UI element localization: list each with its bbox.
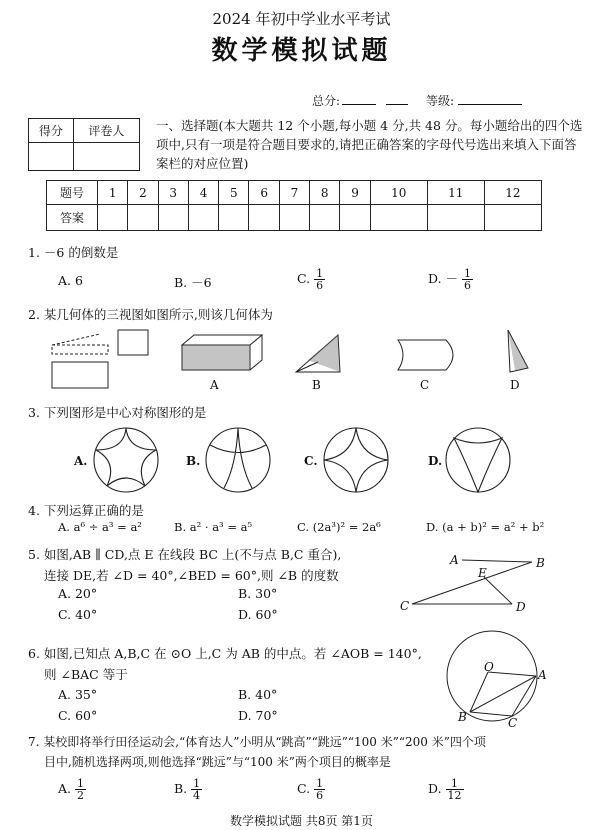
score-box-grader: 评卷人 <box>73 119 139 143</box>
q1-option-c: C. $\frac{1}{6}$ <box>297 267 324 292</box>
q6-point-o: O <box>484 660 494 674</box>
q5-stem-line1: 5. 如图,AB ∥ CD,点 E 在线段 BC 上(不与点 B,C 重合), <box>28 547 342 562</box>
q6-stem-line1: 6. 如图,已知点 A,B,C 在 ⊙O 上,C 为 AB 的中点。若 ∠AOB = 140°, <box>28 646 422 661</box>
q2-label-b: B <box>312 378 321 392</box>
q7-stem-line2: 目中,随机选择两项,则他选择“跳远”与“100 米”两个项目的概率是 <box>44 755 391 769</box>
q3-stem: 3. 下列图形是中心对称图形的是 <box>28 405 207 420</box>
exam-main-title: 数学模拟试题 <box>211 36 392 66</box>
answer-table-number-head: 题号 <box>47 181 98 205</box>
q6-option-c: C. 60° <box>58 708 98 723</box>
q5-point-a: A <box>450 553 459 567</box>
q7-option-a: A. $\frac{1}{2}$ <box>58 777 84 802</box>
q2-stem: 2. 某几何体的三视图如图所示,则该几何体为 <box>28 307 273 322</box>
q4-option-a: A. a⁶ ÷ a³ = a² <box>58 520 142 534</box>
answer-table-number-5: 5 <box>219 181 249 205</box>
answer-table-number-3: 3 <box>158 181 188 205</box>
q2-label-a: A <box>210 378 219 392</box>
q4-option-b: B. a² · a³ = a⁵ <box>174 520 253 534</box>
q7-stem-line1: 7. 某校即将举行田径运动会,“体育达人”小明从“跳高”“跳远”“100 米”“200 米”四个项 <box>28 735 486 749</box>
q6-option-b: B. 40° <box>238 687 278 702</box>
q5-option-a: A. 20° <box>58 586 98 601</box>
score-box-score: 得分 <box>29 119 74 143</box>
q6-point-b: B <box>458 710 467 724</box>
q5-stem-line2: 连接 DE,若 ∠D = 40°,∠BED = 60°,则 ∠B 的度数 <box>44 568 339 583</box>
q3-label-c: C. <box>304 454 318 468</box>
answer-table-answer-head: 答案 <box>47 205 98 231</box>
q3-label-b: B. <box>186 454 201 468</box>
q7-option-d: D. $\frac{1}{12}$ <box>428 777 462 802</box>
answer-table-number-7: 7 <box>279 181 309 205</box>
q4-option-c: C. (2a³)² = 2a⁶ <box>297 520 381 534</box>
q1-option-d: D. － $\frac{1}{6}$ <box>428 267 472 292</box>
answer-table-number-6: 6 <box>249 181 279 205</box>
q2-label-c: C <box>420 378 430 392</box>
answer-table-number-4: 4 <box>188 181 218 205</box>
q1-stem: 1. －6 的倒数是 <box>28 245 119 260</box>
grade-label: 等级: <box>426 94 455 108</box>
total-score-label: 总分: <box>312 94 341 108</box>
q5-point-b: B <box>536 556 545 570</box>
q3-label-a: A. <box>74 454 88 468</box>
page-footer: 数学模拟试题 共8页 第1页 <box>230 814 373 828</box>
answer-table-number-10: 10 <box>370 181 427 205</box>
q7-option-b: B. $\frac{1}{4}$ <box>174 777 201 802</box>
q5-option-c: C. 40° <box>58 607 98 622</box>
q5-option-d: D. 60° <box>238 607 278 622</box>
q6-stem-line2: 则 ∠BAC 等于 <box>44 667 128 682</box>
q5-point-c: C <box>400 599 410 613</box>
q6-point-a: A <box>538 668 547 682</box>
q7-option-c: C. $\frac{1}{6}$ <box>297 777 324 802</box>
answer-table-number-2: 2 <box>128 181 158 205</box>
answer-table-number-9: 9 <box>340 181 370 205</box>
q1-option-b: B. －6 <box>174 275 212 290</box>
q6-option-d: D. 70° <box>238 708 278 723</box>
exam-top-title: 2024 年初中学业水平考试 <box>212 10 391 28</box>
answer-table-number-12: 12 <box>484 181 541 205</box>
q6-point-c: C <box>508 716 518 730</box>
q1-option-a: A. 6 <box>58 273 83 288</box>
q5-point-e: E <box>478 566 487 580</box>
q2-label-d: D <box>510 378 520 392</box>
q4-option-d: D. (a + b)² = a² + b² <box>426 520 545 534</box>
q3-label-d: D. <box>428 454 443 468</box>
answer-table-number-11: 11 <box>427 181 484 205</box>
answer-table-number-1: 1 <box>98 181 128 205</box>
section-1-instructions: 一、选择题(本大题共 12 个小题,每小题 4 分,共 48 分。每小题给出的四个选项中,只有一项是符合题目要求的,请把正确答案的字母代号选出来填入下面答案栏的对应位置) <box>156 118 583 171</box>
q6-option-a: A. 35° <box>58 687 98 702</box>
q4-stem: 4. 下列运算正确的是 <box>28 503 144 518</box>
q5-option-b: B. 30° <box>238 586 278 601</box>
answer-table-number-8: 8 <box>310 181 340 205</box>
q5-point-d: D <box>516 600 526 614</box>
